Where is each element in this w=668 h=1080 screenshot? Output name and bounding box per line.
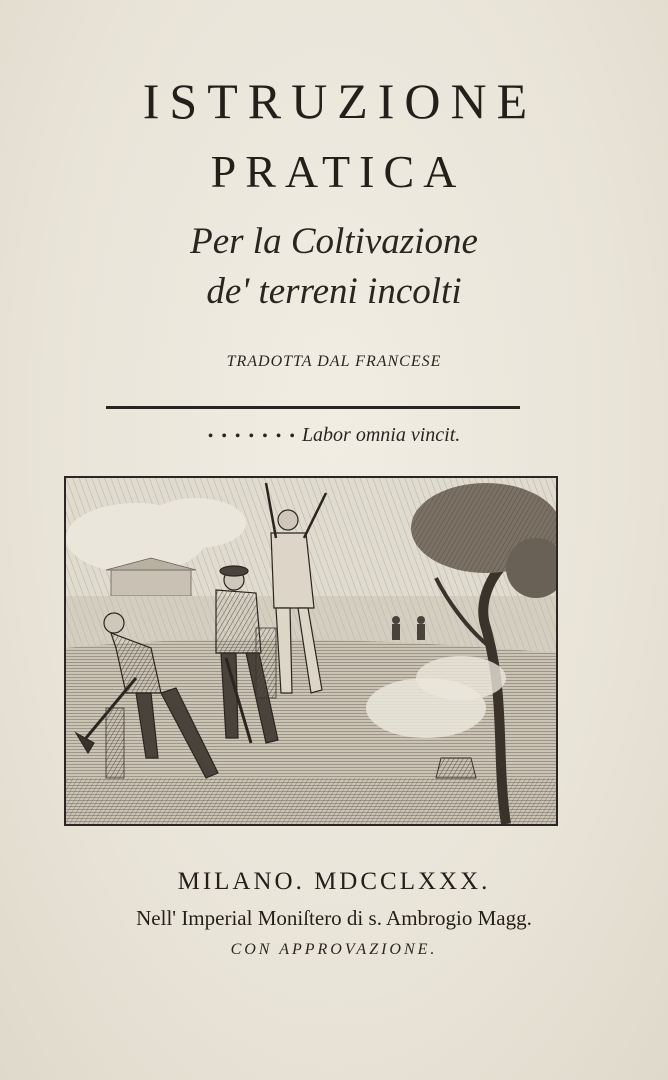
imprint-publisher: Nell' Imperial Moniſtero di s. Ambrogio Magg. bbox=[136, 906, 532, 930]
engraving-illustration bbox=[66, 478, 556, 824]
imprint-approval: CON APPROVAZIONE. bbox=[230, 941, 438, 958]
title-line-2: PRATICA bbox=[210, 146, 466, 197]
engraving-plate bbox=[64, 476, 558, 826]
horizontal-rule bbox=[106, 406, 520, 409]
subtitle-line-2: de' terreni incolti bbox=[206, 271, 462, 312]
motto bbox=[0, 424, 668, 447]
title-line-1: ISTRUZIONE bbox=[142, 73, 538, 129]
motto-text: Labor omnia vincit. bbox=[301, 424, 461, 446]
translation-note: TRADOTTA DAL FRANCESE bbox=[226, 353, 442, 370]
imprint-place-date: MILANO. MDCCLXXX. bbox=[177, 868, 491, 895]
subtitle-line-1: Per la Coltivazione bbox=[190, 221, 478, 262]
motto-dots: • • • • • • • bbox=[207, 428, 297, 445]
